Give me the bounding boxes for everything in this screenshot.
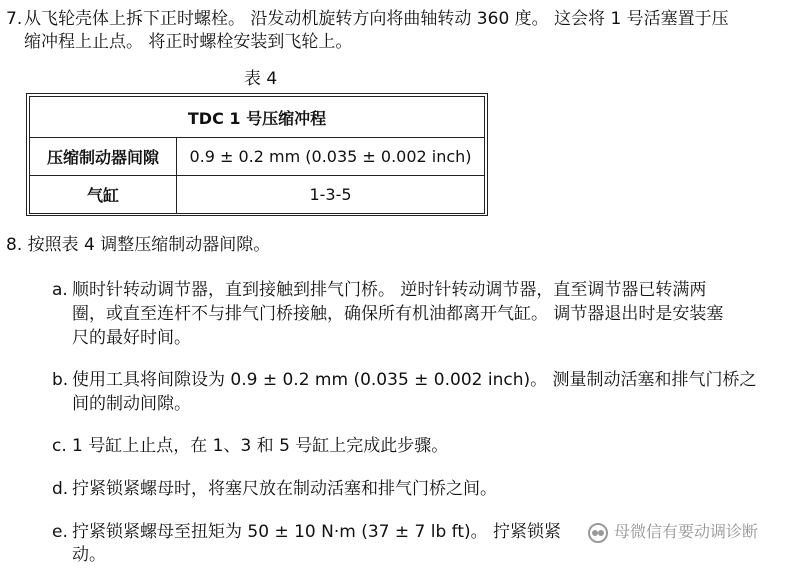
spec-table-frame <box>26 93 488 216</box>
table-row-value: 0.9 ± 0.2 mm (0.035 ± 0.002 inch) <box>177 138 485 176</box>
substep-e-line-1: 拧紧锁紧螺母至扭矩为 50 ± 10 N·m (37 ± 7 lb ft)。 拧紧锁紧 <box>72 522 562 542</box>
table-row-value: 1-3-5 <box>177 176 485 214</box>
substep-c-line-1: 1 号缸上止点，在 1、3 和 5 号缸上完成此步骤。 <box>72 436 449 456</box>
wechat-icon <box>588 523 608 543</box>
table-header: TDC 1 号压缩冲程 <box>30 97 485 138</box>
substep-b-letter: b. <box>52 370 69 390</box>
watermark-text: 母微信有要动调诊断 <box>614 522 759 541</box>
step-7-line-1: 从飞轮壳体上拆下正时螺栓。 沿发动机旋转方向将曲轴转动 360 度。 这会将 1 号活塞置于压 <box>24 9 729 29</box>
table-row-label: 气缸 <box>30 176 177 214</box>
step-8-text: 8. 按照表 4 调整压缩制动器间隙。 <box>6 235 271 255</box>
substep-a-line-1: 顺时针转动调节器，直到接触到排气门桥。 逆时针转动调节器，直至调节器已转满两 <box>72 280 707 300</box>
table-row <box>30 176 485 214</box>
table-caption: 表 4 <box>244 69 278 89</box>
substep-b-line-2: 间的制动间隙。 <box>72 394 191 414</box>
spec-table <box>29 96 485 214</box>
substep-d-line-1: 拧紧锁紧螺母时，将塞尺放在制动活塞和排气门桥之间。 <box>72 479 497 499</box>
table-header-row <box>30 97 485 138</box>
substep-b-line-1: 使用工具将间隙设为 0.9 ± 0.2 mm (0.035 ± 0.002 inch)。 测量制动活塞和排气门桥之 <box>72 370 757 390</box>
table-row <box>30 138 485 176</box>
substep-c-letter: c. <box>52 436 67 456</box>
step-7-line-2: 缩冲程上止点。 将正时螺栓安装到飞轮上。 <box>24 32 353 52</box>
substep-a-letter: a. <box>52 280 68 300</box>
substep-d-letter: d. <box>52 479 69 499</box>
substep-e-letter: e. <box>52 522 68 542</box>
step-7-number: 7. <box>6 9 23 29</box>
table-row-label: 压缩制动器间隙 <box>30 138 177 176</box>
substep-a-line-2: 圈，或直至连杆不与排气门桥接触，确保所有机油都离开气缸。 调节器退出时是安装塞 <box>72 304 724 324</box>
substep-e-line-2: 动。 <box>72 545 106 565</box>
substep-a-line-3: 尺的最好时间。 <box>72 328 191 348</box>
